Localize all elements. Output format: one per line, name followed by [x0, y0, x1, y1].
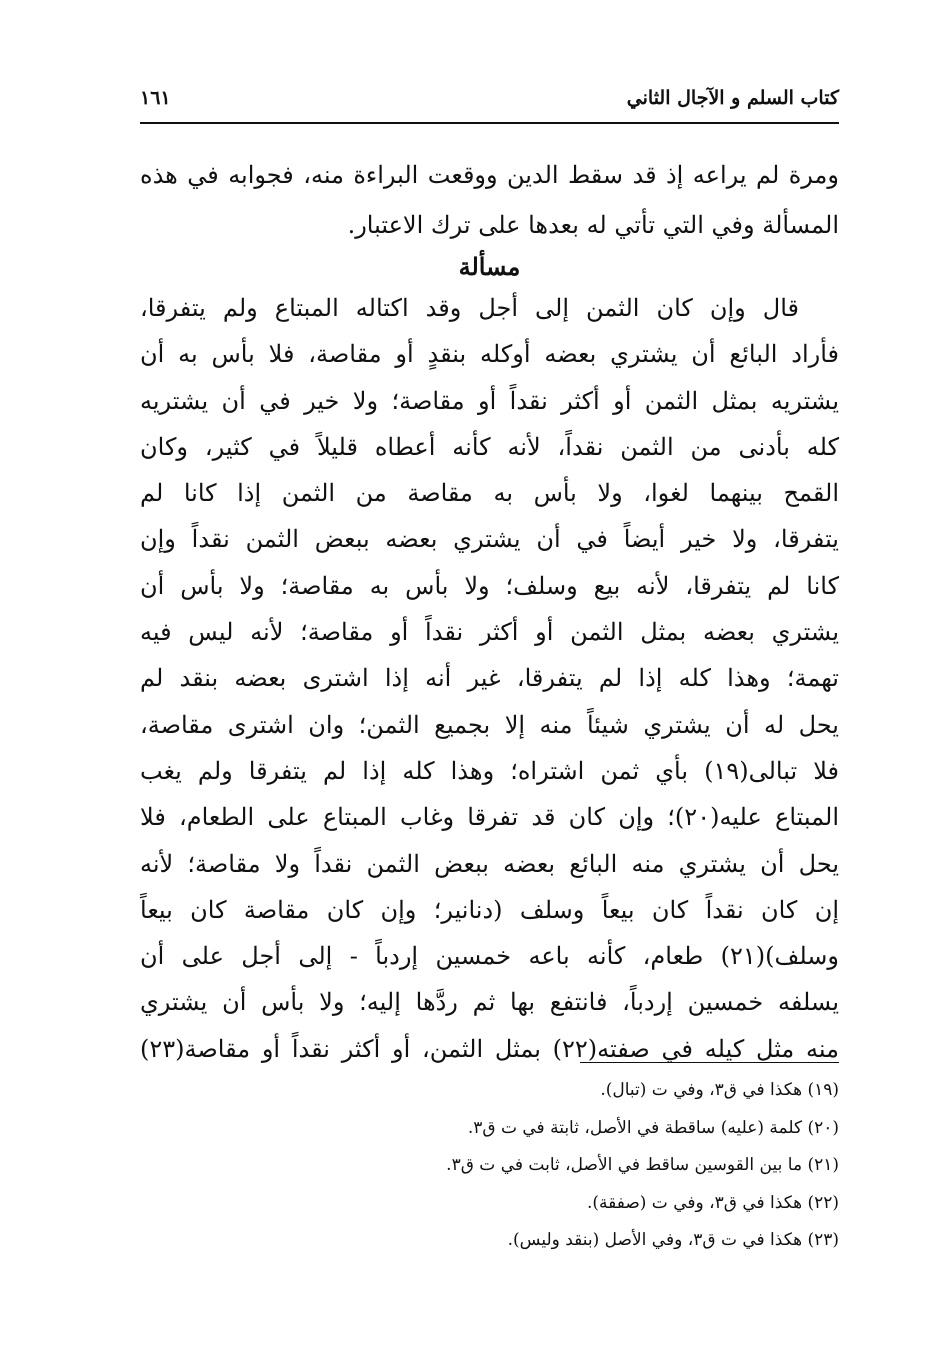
text-line: القمح بينهما لغوا، ولا بأس به مقاصة من الثمن إذا كانا لم	[140, 479, 839, 508]
text-line: إن كان نقداً كان بيعاً وسلف (دنانير؛ وإن كان مقاصة كان بيعاً	[140, 895, 839, 924]
header-rule	[140, 122, 839, 124]
text-line: المسألة وفي التي تأتي له بعدها على ترك الاعتبار.	[347, 211, 839, 239]
footnotes	[140, 1072, 839, 1260]
header-title: كتاب السلم و الآجال الثاني	[626, 87, 839, 109]
section-heading: مسألة	[458, 252, 521, 281]
text-line: وسلف)(٢١) طعام، كأنه باعه خمسين إردباً - إلى أجل على أن	[140, 942, 839, 971]
footnote: (١٩) هكذا في ق٣، وفي ت (تبال).	[600, 1080, 839, 1100]
text-line: المبتاع عليه(٢٠)؛ وإن كان قد تفرقا وغاب المبتاع على الطعام، فلا	[140, 803, 839, 832]
running-header	[140, 85, 839, 121]
text-line: فلا تبالى(١٩) بأي ثمن اشتراه؛ وهذا كله إذا لم يتفرقا ولم يغب	[140, 756, 839, 785]
text-line: قال وإن كان الثمن إلى أجل وقد اكتاله المبتاع ولم يتفرقا،	[140, 294, 799, 322]
footnote: (٢١) ما بين القوسين ساقط في الأصل، ثابت في ت ق٣.	[446, 1155, 839, 1175]
text-line: فأراد البائع أن يشتري بعضه أوكله بنقدٍ أو مقاصة، فلا بأس به أن	[140, 340, 839, 369]
text-line: ومرة لم يراعه إذ قد سقط الدين ووقعت البراءة منه، فجوابه في هذه	[140, 161, 839, 189]
text-line: كله بأدنى من الثمن نقداً، لأنه كأنه أعطاه قليلاً في كثير، وكان	[140, 432, 839, 461]
intro-paragraph	[140, 150, 839, 250]
text-line: يحل أن يشتري منه البائع بعضه ببعض الثمن نقداً ولا مقاصة؛ لأنه	[140, 849, 839, 878]
main-paragraph	[140, 285, 839, 1072]
text-line: يسلفه خمسين إردباً، فانتفع بها ثم ردَّها إليه؛ ولا بأس أن يشتري	[140, 988, 839, 1017]
text-line: منه مثل كيله في صفته(٢٢) بمثل الثمن، أو أكثر نقداً أو مقاصة(٢٣)	[140, 1034, 840, 1063]
footnote: (٢٢) هكذا في ق٣، وفي ت (صفقة).	[586, 1192, 839, 1213]
footnote-rule	[580, 1062, 839, 1063]
text-line: يشتريه بمثل الثمن أو أكثر نقداً أو مقاصة؛ ولا خير في أن يشتريه	[140, 386, 839, 415]
footnote: (٢٣) هكذا في ت ق٣، وفي الأصل (بنقد وليس).	[507, 1230, 839, 1250]
text-line: تهمة؛ وهذا كله إذا لم يتفرقا، غير أنه إذا اشترى بعضه بنقد لم	[140, 664, 839, 693]
page-number: ١٦١	[140, 87, 171, 109]
text-line: يشتري بعضه بمثل الثمن أو أكثر نقداً أو مقاصة؛ لأنه ليس فيه	[140, 618, 839, 647]
text-line: يتفرقا، ولا خير أيضاً في أن يشتري بعضه ببعض الثمن نقداً وإن	[140, 525, 839, 554]
footnote: (٢٠) كلمة (عليه) ساقطة في الأصل، ثابتة في ت ق٣.	[467, 1117, 839, 1138]
text-line: كانا لم يتفرقا، لأنه بيع وسلف؛ ولا بأس به مقاصة؛ ولا بأس أن	[140, 571, 839, 600]
text-line: يحل له أن يشتري شيئاً منه إلا بجميع الثمن؛ وان اشترى مقاصة،	[140, 710, 839, 739]
